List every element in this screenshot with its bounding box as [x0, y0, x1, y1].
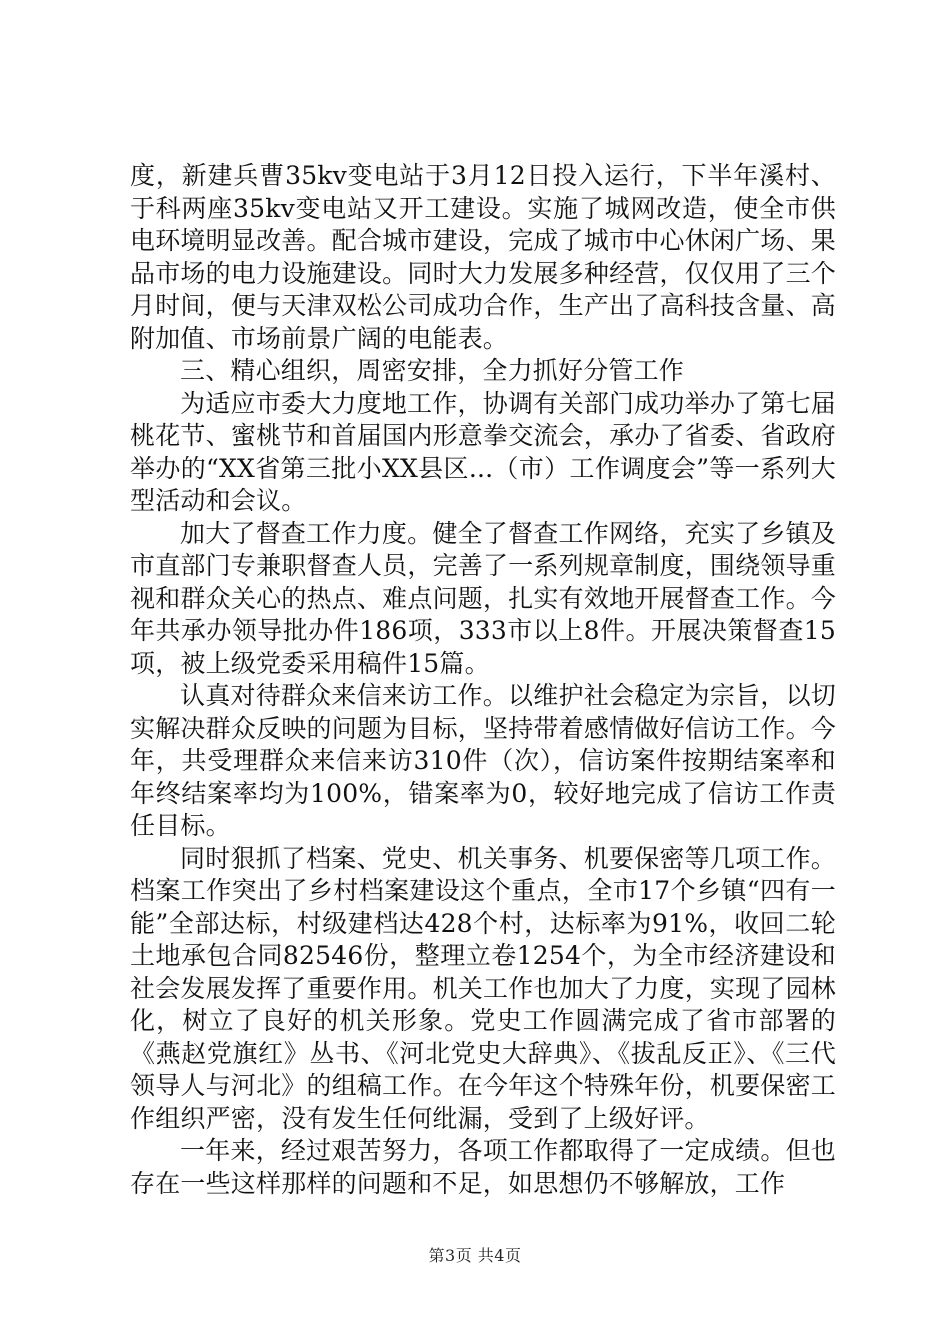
paragraph-supervision: 加大了督查工作力度。健全了督查工作网络，充实了乡镇及市直部门专兼职督查人员，完善了一系列规章制度，围绕领导重视和群众关心的热点、难点问题，扎实有效地开展督查工作。今年共承办领导批办件186项，333市以上8件。开展决策督查15项，被上级党委采用稿件15篇。	[130, 518, 836, 678]
paragraph-petitions: 认真对待群众来信来访工作。以维护社会稳定为宗旨，以切实解决群众反映的问题为目标，坚持带着感情做好信访工作。今年，共受理群众来信来访310件（次），信访案件按期结案率和年终结案率均为100%，错案率为0，较好地完成了信访工作责任目标。	[130, 681, 836, 840]
paragraph-summary: 一年来，经过艰苦努力，各项工作都取得了一定成绩。但也存在一些这样那样的问题和不足，如思想仍不够解放，工作	[130, 1136, 836, 1198]
page-number-footer: 第3页 共4页	[428, 1246, 522, 1265]
paragraph-events: 为适应市委大力度地工作，协调有关部门成功举办了第七届桃花节、蜜桃节和首届国内形意拳交流会，承办了省委、省政府举办的“XX省第三批小XX县区...（市）工作调度会”等一系列大型活动和会议。	[130, 388, 836, 515]
paragraph-power-grid: 度，新建兵曹35kv变电站于3月12日投入运行，下半年溪村、于科两座35kv变电站又开工建设。实施了城网改造，使全市供电环境明显改善。配合城市建设，完成了城市中心休闲广场、果品市场的电力设施建设。同时大力发展多种经营，仅仅用了三个月时间，便与天津双松公司成功合作，生产出了高科技含量、高附加值、市场前景广阔的电能表。	[130, 161, 836, 353]
document-body	[130, 160, 836, 1200]
paragraph-archives: 同时狠抓了档案、党史、机关事务、机要保密等几项工作。档案工作突出了乡村档案建设这个重点，全市17个乡镇“四有一能”全部达标，村级建档达428个村，达标率为91%，收回二轮土地承包合同82546份，整理立卷1254个，为全市经济建设和社会发展发挥了重要作用。机关工作也加大了力度，实现了园林化，树立了良好的机关形象。党史工作圆满完成了省市部署的《燕赵党旗红》丛书、《河北党史大辞典》、《拔乱反正》、《三代领导人与河北》的组稿工作。在今年这个特殊年份，机要保密工作组织严密，没有发生任何纰漏，受到了上级好评。	[130, 843, 836, 1133]
section-heading-three: 三、精心组织，周密安排，全力抓好分管工作	[180, 356, 685, 385]
